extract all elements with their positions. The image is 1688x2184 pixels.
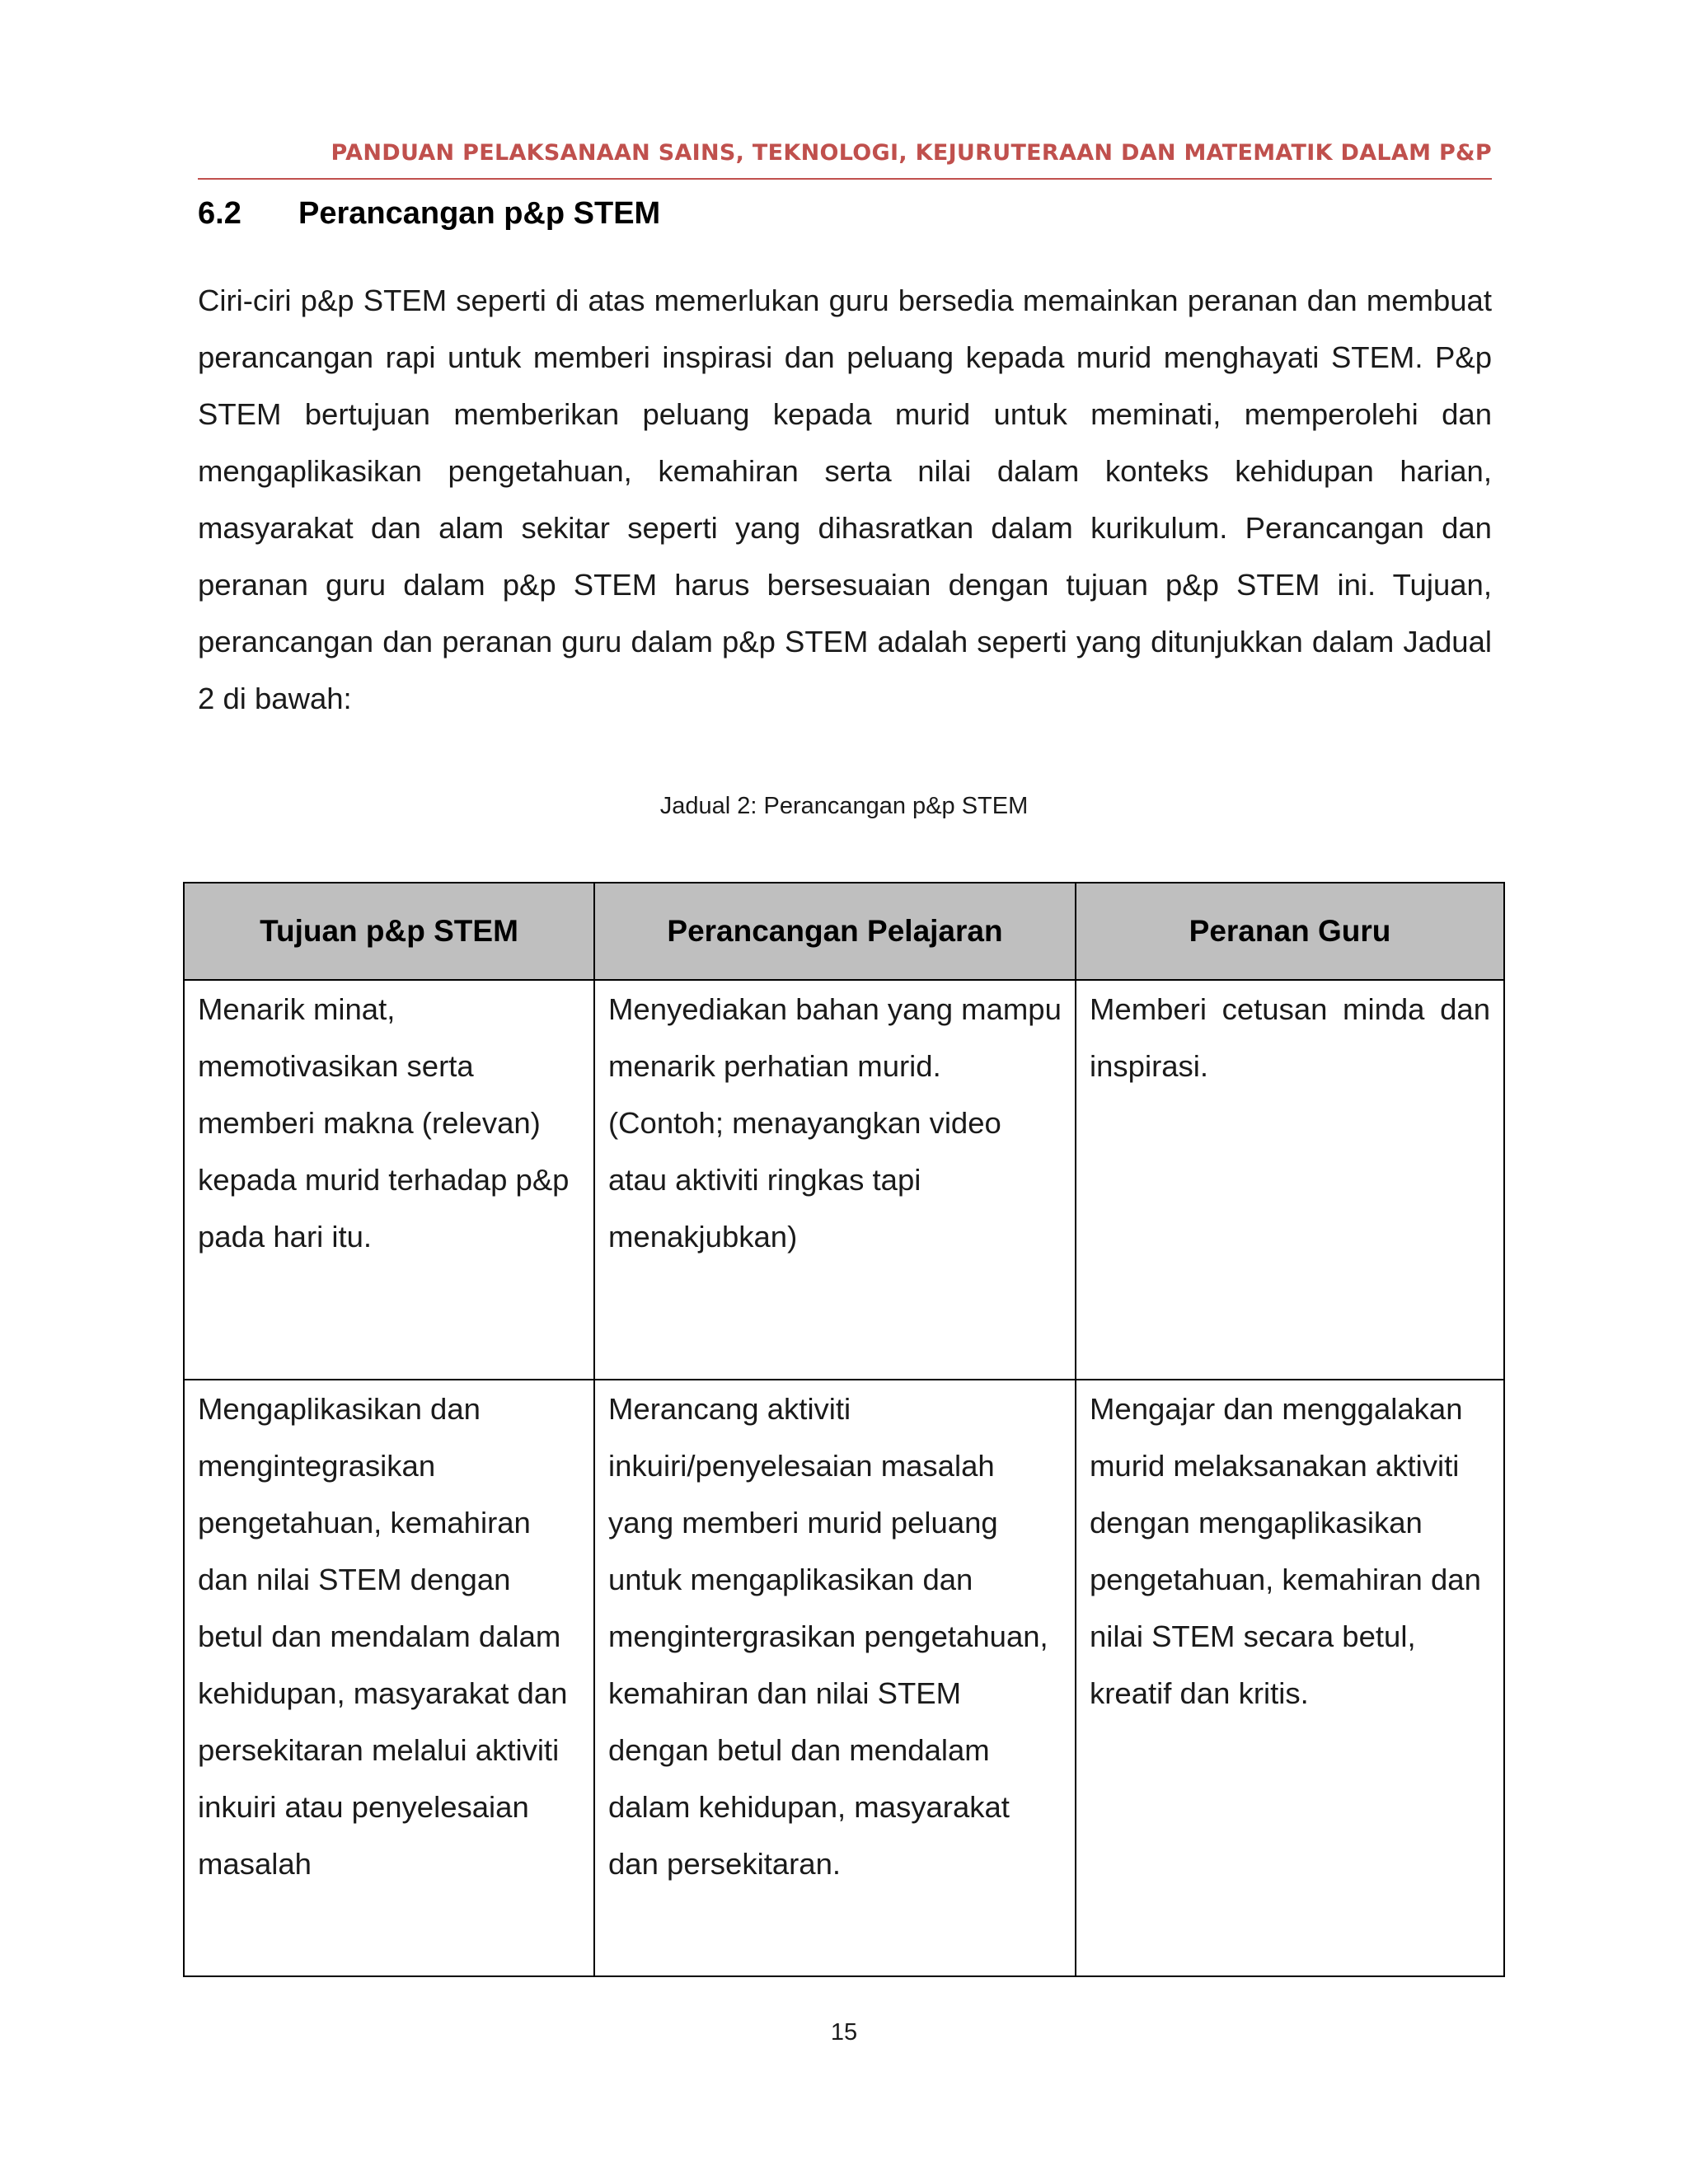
table-cell: Menyediakan bahan yang mampu menarik perhatian murid. (Contoh; menayangkan video atau aktiviti ringkas tapi menakjubkan) bbox=[594, 980, 1076, 1380]
section-title: Perancangan p&p STEM bbox=[298, 196, 661, 231]
table-cell: Merancang aktiviti inkuiri/penyelesaian masalah yang memberi murid peluang untuk mengaplikasikan dan mengintergrasikan pengetahuan, kemahiran dan nilai STEM dengan betul dan mendalam dalam kehidupan, masyarakat dan persekitaran. bbox=[594, 1380, 1076, 1976]
header-cell-perancangan: Perancangan Pelajaran bbox=[594, 883, 1076, 980]
header-cell-peranan: Peranan Guru bbox=[1076, 883, 1504, 980]
page-number: 15 bbox=[830, 2019, 858, 2046]
table-cell: Mengaplikasikan dan mengintegrasikan pengetahuan, kemahiran dan nilai STEM dengan betul dan mendalam dalam kehidupan, masyarakat dan persekitaran melalui aktiviti inkuiri atau penyelesaian masalah bbox=[184, 1380, 594, 1976]
header-cell-tujuan: Tujuan p&p STEM bbox=[184, 883, 594, 980]
table-header-row bbox=[184, 883, 1504, 980]
running-header bbox=[198, 138, 1492, 180]
table-cell: Memberi cetusan minda dan inspirasi. bbox=[1076, 980, 1504, 1380]
table-caption: Jadual 2: Perancangan p&p STEM bbox=[659, 793, 1029, 819]
table-cell: Mengajar dan menggalakan murid melaksanakan aktiviti dengan mengaplikasikan pengetahuan, kemahiran dan nilai STEM secara betul, kreatif dan kritis. bbox=[1076, 1380, 1504, 1976]
table-row bbox=[184, 1380, 1504, 1976]
intro-paragraph: Ciri-ciri p&p STEM seperti di atas memerlukan guru bersedia memainkan peranan dan membuat perancangan rapi untuk memberi inspirasi dan peluang kepada murid menghayati STEM. P&p STEM bertujuan memberikan peluang kepada murid untuk meminati, memperolehi dan mengaplikasikan pengetahuan, kemahiran serta nilai dalam konteks kehidupan harian, masyarakat dan alam sekitar seperti yang dihasratkan dalam kurikulum. Perancangan dan peranan guru dalam p&p STEM harus bersesuaian dengan tujuan p&p STEM ini. Tujuan, perancangan dan peranan guru dalam p&p STEM adalah seperti yang ditunjukkan dalam Jadual 2 di bawah: bbox=[198, 284, 1492, 715]
running-header-text: PANDUAN PELAKSANAAN SAINS, TEKNOLOGI, KEJURUTERAAN DAN MATEMATIK DALAM P&P bbox=[331, 140, 1492, 166]
section-number: 6.2 bbox=[198, 196, 241, 231]
section-heading bbox=[198, 196, 660, 232]
table-row bbox=[184, 980, 1504, 1380]
table-cell: Menarik minat, memotivasikan serta memberi makna (relevan) kepada murid terhadap p&p pada hari itu. bbox=[184, 980, 594, 1380]
planning-table bbox=[183, 882, 1505, 1977]
